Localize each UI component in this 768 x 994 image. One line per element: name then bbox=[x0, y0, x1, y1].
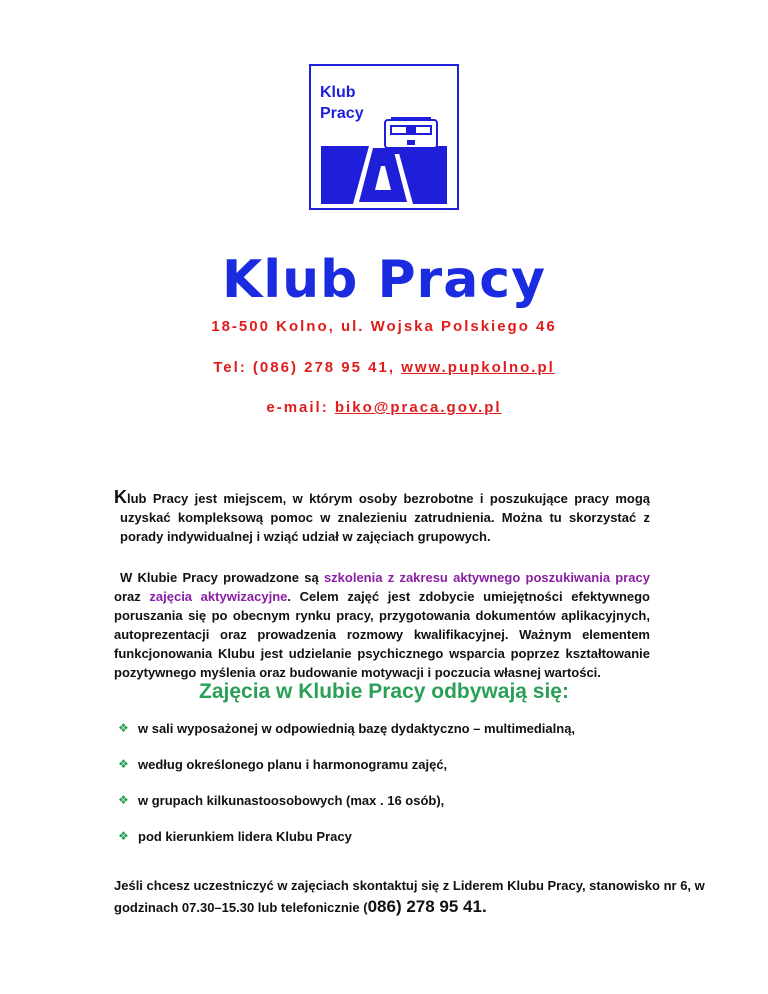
page-title: Klub Pracy bbox=[221, 250, 547, 310]
website-link[interactable]: www.pupkolno.pl bbox=[401, 359, 555, 376]
section-heading: Zajęcia w Klubie Pracy odbywają się: bbox=[199, 680, 569, 703]
road-bus-logo-icon bbox=[311, 66, 457, 208]
list-item-text: w sali wyposażonej w odpowiednią bazę dydaktyczno – multimedialną, bbox=[138, 721, 576, 736]
description-paragraph bbox=[114, 568, 650, 682]
address: 18-500 Kolno, ul. Wojska Polskiego 46 bbox=[211, 318, 557, 335]
para2-part2: oraz bbox=[114, 589, 150, 604]
diamond-bullet-icon: ❖ bbox=[118, 793, 129, 807]
email-line bbox=[0, 399, 768, 416]
list-item bbox=[118, 757, 575, 793]
klub-pracy-logo bbox=[309, 64, 459, 210]
list-item bbox=[118, 721, 575, 757]
final-phone: 086) 278 95 41. bbox=[367, 897, 487, 916]
features-list bbox=[118, 721, 575, 865]
final-text: Jeśli chcesz uczestniczyć w zajęciach skontaktuj się z Liderem Klubu Pracy, stanowisko nr 6, w godzinach 07.30–15.30 lub telefonicznie ( bbox=[114, 878, 705, 915]
email-label: e-mail: bbox=[266, 399, 335, 416]
contact-instructions bbox=[114, 875, 714, 918]
diamond-bullet-icon: ❖ bbox=[118, 721, 129, 735]
intro-text: lub Pracy jest miejscem, w którym osoby bezrobotne i poszukujące pracy mogą uzyskać kompleksową pomoc w znalezieniu zatrudnienia. Można tu skorzystać z porady indywidualnej i wziąć udział w zajęciach grupowych. bbox=[120, 491, 650, 544]
para2-part1: W Klubie Pracy prowadzone są bbox=[120, 570, 324, 585]
intro-dropcap: K bbox=[114, 487, 127, 507]
para2-part3: . Celem zajęć jest zdobycie umiejętności efektywnego poruszania się po obecnym rynku pracy, przygotowania dokumentów aplikacyjnych, autoprezentacji oraz prowadzenia rozmowy kwalifikacyjnej. Ważnym elementem funkcjonowania Klubu jest udzielanie psychicznego wsparcia poprzez kształtowanie pozytywnego myślenia oraz budowanie motywacji i poczucia własnej wartości. bbox=[114, 589, 650, 680]
list-item-text: w grupach kilkunastoosobowych (max . 16 osób), bbox=[138, 793, 445, 808]
diamond-bullet-icon: ❖ bbox=[118, 757, 129, 771]
diamond-bullet-icon: ❖ bbox=[118, 829, 129, 843]
para2-highlight1: szkolenia z zakresu aktywnego poszukiwania pracy bbox=[323, 570, 650, 585]
list-item bbox=[118, 793, 575, 829]
list-item bbox=[118, 829, 575, 865]
email-link[interactable]: biko@praca.gov.pl bbox=[334, 399, 502, 416]
list-item-text: pod kierunkiem lidera Klubu Pracy bbox=[138, 829, 352, 844]
para2-highlight2: zajęcia aktywizacyjne bbox=[149, 589, 288, 604]
logo-line1: Klub bbox=[320, 84, 356, 101]
phone-text: Tel: (086) 278 95 41, bbox=[213, 359, 402, 376]
phone-line bbox=[0, 359, 768, 376]
intro-paragraph bbox=[114, 487, 650, 546]
list-item-text: według określonego planu i harmonogramu zajęć, bbox=[138, 757, 448, 772]
logo-line2: Pracy bbox=[320, 105, 364, 122]
